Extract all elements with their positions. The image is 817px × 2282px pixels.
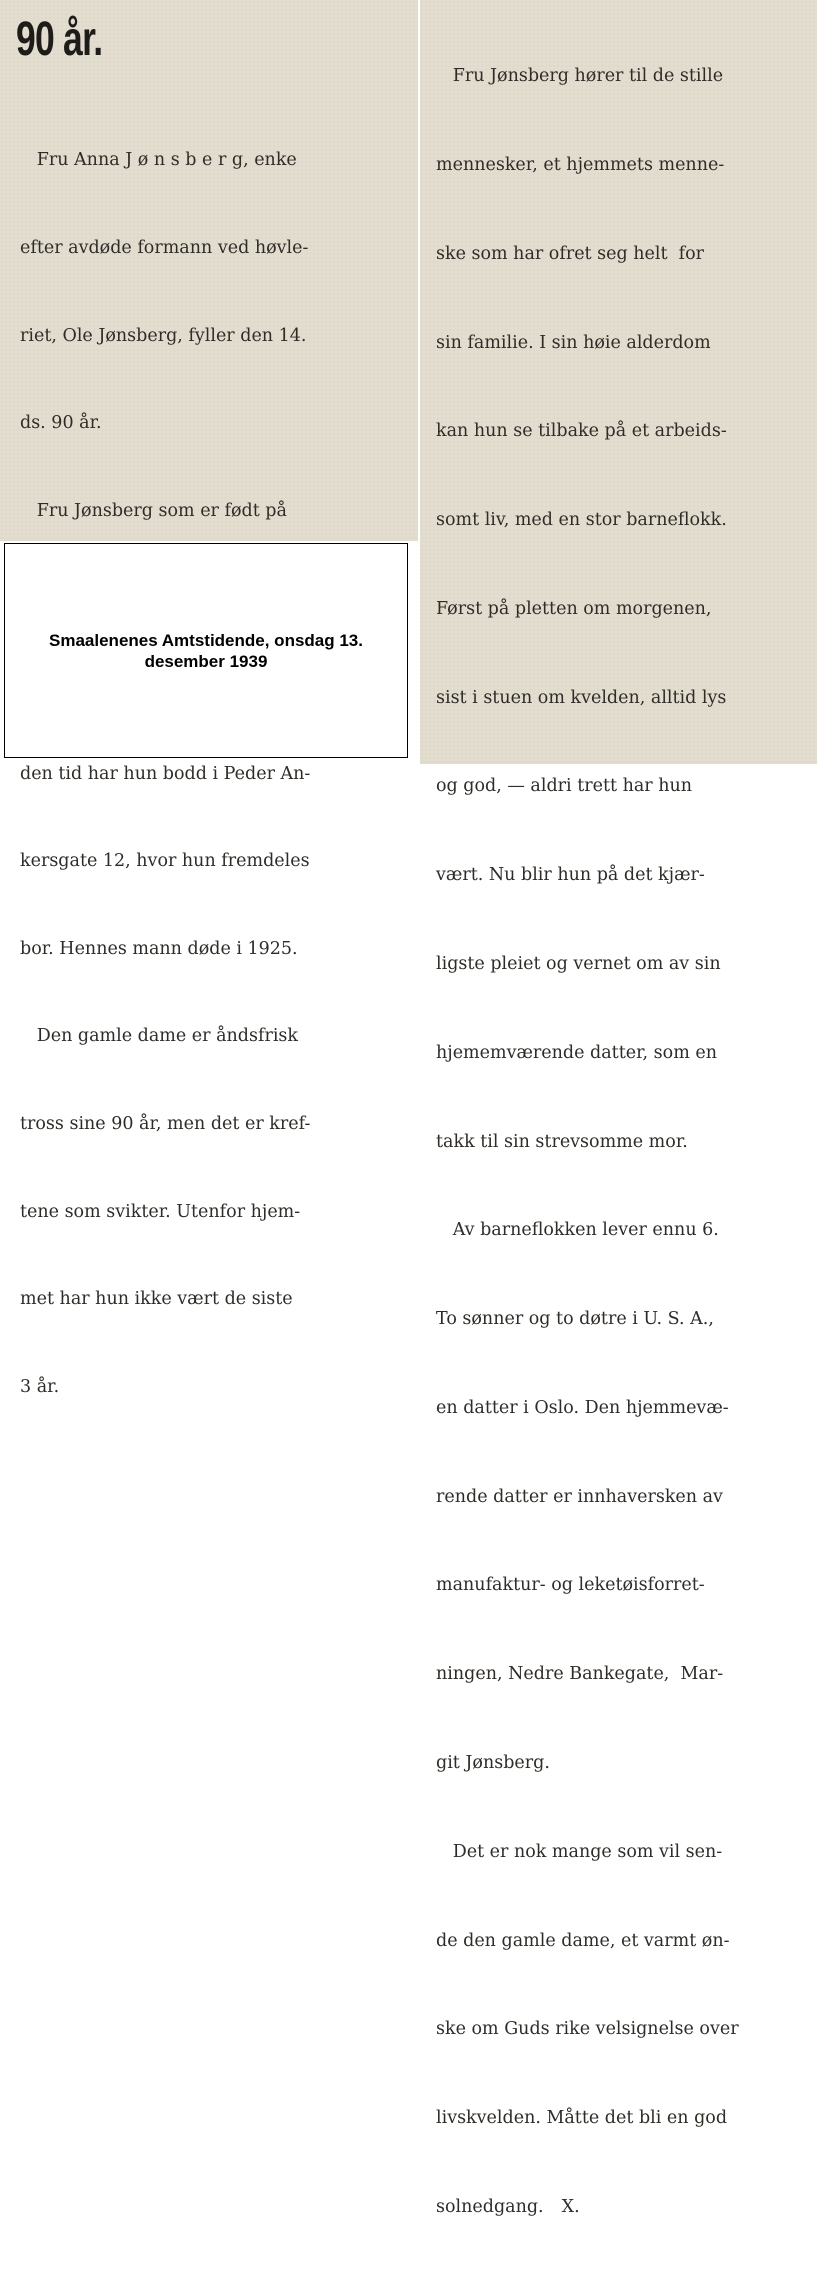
text-line: Av barneflokken lever ennu 6. xyxy=(436,1220,719,1241)
text-line: kersgate 12, hvor hun fremdeles xyxy=(20,851,310,872)
text-line: somt liv, med en stor barneflokk. xyxy=(436,510,727,531)
text-line: ningen, Nedre Bankegate, Mar- xyxy=(436,1664,724,1685)
text-line: en datter i Oslo. Den hjemmevæ- xyxy=(436,1397,729,1418)
text-line: og god, — aldri trett har hun xyxy=(436,776,693,797)
text-line: livskvelden. Måtte det bli en god xyxy=(436,2108,728,2129)
text-line: de den gamle dame, et varmt øn- xyxy=(436,1930,730,1951)
text-line: takk til sin strevsomme mor. xyxy=(436,1131,688,1152)
article-column-left xyxy=(20,88,310,1460)
text-line: manufaktur- og leketøisforret- xyxy=(436,1575,705,1596)
text-line: To sønner og to døtre i U. S. A., xyxy=(436,1309,714,1330)
text-line: git Jønsberg. xyxy=(436,1753,550,1774)
text-line: Den gamle dame er åndsfrisk xyxy=(20,1026,299,1047)
text-line: efter avdøde formann ved høvle- xyxy=(20,238,309,258)
text-line: sist i stuen om kvelden, alltid lys xyxy=(436,687,727,708)
text-line-last xyxy=(436,2193,739,2223)
text-line: Det er nok mange som vil sen- xyxy=(436,1841,723,1862)
text-line: ds. 90 år. xyxy=(20,413,102,434)
text-line: rende datter er innhaversken av xyxy=(436,1486,723,1507)
text-line: tross sine 90 år, men det er kref- xyxy=(20,1113,311,1134)
text-line: riet, Ole Jønsberg, fyller den 14. xyxy=(20,325,307,346)
text-line: Først på pletten om morgenen, xyxy=(436,598,712,619)
text-line: hjememværende datter, som en xyxy=(436,1042,717,1063)
caption-text: Smaalenenes Amtstidende, onsdag 13. desember 1939 xyxy=(49,630,363,671)
text-line-content: solnedgang. xyxy=(436,2196,544,2217)
text-line: 3 år. xyxy=(20,1376,60,1397)
signature: X. xyxy=(561,2196,580,2217)
caption-box xyxy=(4,543,408,758)
text-line: Fru Jønsberg hører til de stille xyxy=(436,66,724,87)
text-line: kan hun se tilbake på et arbeids- xyxy=(436,421,727,442)
text-line: Fru Anna J ø n s b e r g, enke xyxy=(20,150,297,171)
text-line: ske som har ofret seg helt for xyxy=(436,243,705,264)
text-line: den tid har hun bodd i Peder An- xyxy=(20,763,311,784)
text-line: bor. Hennes mann døde i 1925. xyxy=(20,938,298,959)
article-column-right xyxy=(436,3,739,2282)
text-line: Fru Jønsberg som er født på xyxy=(20,500,287,521)
text-line: ske om Guds rike velsignelse over xyxy=(436,2019,739,2040)
newspaper-clipping-right xyxy=(420,0,817,2217)
text-line: ligste pleiet og vernet om av sin xyxy=(436,954,721,974)
text-line: met har hun ikke vært de siste xyxy=(20,1289,293,1310)
text-line: sin familie. I sin høie alderdom xyxy=(436,332,711,353)
text-line: tene som svikter. Utenfor hjem- xyxy=(20,1201,301,1222)
text-line: mennesker, et hjemmets menne- xyxy=(436,154,725,175)
text-line: vært. Nu blir hun på det kjær- xyxy=(436,865,705,886)
headline: 90 år. xyxy=(16,13,103,66)
